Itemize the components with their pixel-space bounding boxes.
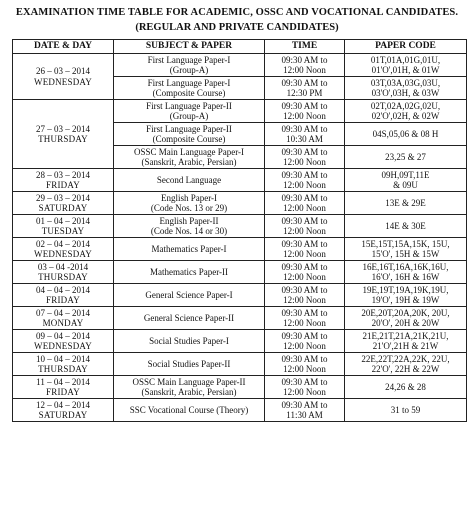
exam-date: 27 – 03 – 2014 <box>36 123 90 134</box>
time-line: 12:00 Noon <box>283 203 326 213</box>
subject-line: Social Studies Paper-I <box>149 335 229 346</box>
column-header-time: TIME <box>265 40 345 54</box>
date-day-cell <box>13 376 114 399</box>
paper-code-cell <box>345 123 467 146</box>
subject-line: First Language Paper-II <box>146 123 232 134</box>
code-line: 15'O', 15H & 15W <box>371 249 440 259</box>
subject-paper-cell <box>114 100 265 123</box>
paper-code-cell <box>345 77 467 100</box>
timetable-body <box>13 54 467 422</box>
subject-line: (Code Nos. 13 or 29) <box>150 203 228 213</box>
timetable <box>12 39 467 422</box>
time-cell <box>265 376 345 399</box>
time-cell <box>265 169 345 192</box>
time-cell <box>265 353 345 376</box>
code-line: 21E,21T,21A,21K,21U, <box>362 330 449 341</box>
subject-paper-cell <box>114 77 265 100</box>
time-line: 12:30 PM <box>286 88 323 98</box>
date-day-cell <box>13 169 114 192</box>
time-line: 09:30 AM to <box>281 307 328 318</box>
time-cell <box>265 146 345 169</box>
subject-line: English Paper-I <box>160 192 218 203</box>
exam-date: 09 – 04 – 2014 <box>36 330 90 341</box>
exam-day: FRIDAY <box>46 180 80 190</box>
subject-line: Second Language <box>156 174 222 185</box>
code-line: 14E & 30E <box>385 220 426 231</box>
subject-line: First Language Paper-I <box>147 54 231 65</box>
subject-line: (Composite Course) <box>152 88 226 98</box>
exam-date: 01 – 04 – 2014 <box>36 215 90 226</box>
time-line: 09:30 AM to <box>281 353 328 364</box>
subject-line: (Group-A) <box>169 65 209 75</box>
subject-paper-cell <box>114 215 265 238</box>
paper-code-cell <box>345 376 467 399</box>
header-row <box>13 40 467 54</box>
code-line: 20E,20T,20A,20K, 20U, <box>361 307 450 318</box>
time-line: 12:00 Noon <box>283 272 326 282</box>
time-line: 12:00 Noon <box>283 157 326 167</box>
document-title: EXAMINATION TIME TABLE FOR ACADEMIC, OSSC AND VOCATIONAL CANDIDATES. <box>15 7 459 18</box>
exam-day: MONDAY <box>42 318 84 328</box>
exam-day: FRIDAY <box>46 295 80 305</box>
table-row <box>13 353 467 376</box>
column-header-subject: SUBJECT & PAPER <box>114 40 265 54</box>
code-line: 19'O', 19H & 19W <box>371 295 440 305</box>
code-line: 23,25 & 27 <box>385 151 426 162</box>
table-row <box>13 100 467 123</box>
exam-date: 29 – 03 – 2014 <box>36 192 90 203</box>
code-line: 31 to 59 <box>390 404 421 415</box>
exam-day: TUESDAY <box>41 226 85 236</box>
subject-line: English Paper-II <box>159 215 219 226</box>
time-line: 12:00 Noon <box>283 249 326 259</box>
exam-date: 11 – 04 – 2014 <box>36 376 90 387</box>
table-row <box>13 54 467 77</box>
time-cell <box>265 261 345 284</box>
time-line: 12:00 Noon <box>283 387 326 397</box>
time-line: 09:30 AM to <box>281 100 328 111</box>
code-line: 13E & 29E <box>385 197 426 208</box>
code-line: 16E,16T,16A,16K,16U, <box>362 261 449 272</box>
time-line: 09:30 AM to <box>281 169 328 180</box>
time-cell <box>265 284 345 307</box>
subject-paper-cell <box>114 123 265 146</box>
time-line: 12:00 Noon <box>283 65 326 75</box>
exam-date: 26 – 03 – 2014 <box>36 66 90 76</box>
time-line: 12:00 Noon <box>283 341 326 351</box>
code-line: 03'O',03H, & 03W <box>371 88 440 98</box>
exam-day: THURSDAY <box>38 272 88 282</box>
paper-code-cell <box>345 307 467 330</box>
column-header-code: PAPER CODE <box>345 40 467 54</box>
paper-code-cell <box>345 330 467 353</box>
time-line: 12:00 Noon <box>283 364 326 374</box>
code-line: 22'O', 22H & 22W <box>371 364 440 374</box>
subject-paper-cell <box>114 261 265 284</box>
time-cell <box>265 100 345 123</box>
paper-code-cell <box>345 146 467 169</box>
table-row <box>13 192 467 215</box>
subject-line: (Composite Course) <box>152 134 226 144</box>
time-line: 09:30 AM to <box>281 146 328 157</box>
time-cell <box>265 77 345 100</box>
code-line: 02T,02A,02G,02U, <box>370 100 441 111</box>
code-line: 15E,15T,15A,15K, 15U, <box>361 238 450 249</box>
time-line: 09:30 AM to <box>281 399 328 410</box>
subject-paper-cell <box>114 192 265 215</box>
date-day-cell <box>13 261 114 284</box>
table-row <box>13 169 467 192</box>
paper-code-cell <box>345 284 467 307</box>
exam-date: 04 – 04 – 2014 <box>36 284 90 295</box>
exam-date: 12 – 04 – 2014 <box>36 399 90 410</box>
code-line: 01'O',01H, & 01W <box>371 65 440 75</box>
subject-paper-cell <box>114 284 265 307</box>
time-cell <box>265 399 345 422</box>
time-cell <box>265 192 345 215</box>
subject-paper-cell <box>114 307 265 330</box>
column-header-date: DATE & DAY <box>13 40 114 54</box>
paper-code-cell <box>345 54 467 77</box>
time-cell <box>265 123 345 146</box>
table-row <box>13 261 467 284</box>
code-line: 09H,09T,11E <box>381 169 430 180</box>
time-line: 12:00 Noon <box>283 318 326 328</box>
code-line: 24,26 & 28 <box>385 381 426 392</box>
subject-paper-cell <box>114 54 265 77</box>
subject-line: SSC Vocational Course (Theory) <box>129 404 249 415</box>
table-row <box>13 376 467 399</box>
date-day-cell <box>13 307 114 330</box>
paper-code-cell <box>345 100 467 123</box>
code-line: 04S,05,06 & 08 H <box>372 128 439 139</box>
date-day-cell <box>13 399 114 422</box>
code-line: 21'O',21H & 21W <box>372 341 439 351</box>
date-day-cell <box>13 330 114 353</box>
time-line: 09:30 AM to <box>281 192 328 203</box>
subject-line: OSSC Main Language Paper-I <box>133 146 245 157</box>
code-line: 16'O', 16H & 16W <box>371 272 440 282</box>
time-line: 12:00 Noon <box>283 295 326 305</box>
time-cell <box>265 307 345 330</box>
paper-code-cell <box>345 238 467 261</box>
time-line: 09:30 AM to <box>281 376 328 387</box>
date-day-cell <box>13 192 114 215</box>
subject-line: (Code Nos. 14 or 30) <box>150 226 228 236</box>
subject-line: General Science Paper-II <box>143 312 235 323</box>
exam-day: THURSDAY <box>38 364 88 374</box>
subject-line: (Sanskrit, Arabic, Persian) <box>141 387 237 397</box>
time-line: 09:30 AM to <box>281 284 328 295</box>
table-row <box>13 284 467 307</box>
date-day-cell <box>13 353 114 376</box>
time-cell <box>265 215 345 238</box>
subject-paper-cell <box>114 353 265 376</box>
table-row <box>13 399 467 422</box>
time-line: 09:30 AM to <box>281 77 328 88</box>
time-line: 11:30 AM <box>286 410 323 420</box>
exam-day: WEDNESDAY <box>34 76 92 87</box>
time-line: 12:00 Noon <box>283 226 326 236</box>
subject-line: (Group-A) <box>169 111 209 121</box>
paper-code-cell <box>345 169 467 192</box>
subject-line: Social Studies Paper-II <box>147 358 231 369</box>
subject-paper-cell <box>114 146 265 169</box>
subject-line: Mathematics Paper-I <box>151 243 227 254</box>
time-line: 09:30 AM to <box>281 123 328 134</box>
exam-date: 28 – 03 – 2014 <box>36 169 90 180</box>
paper-code-cell <box>345 215 467 238</box>
subject-line: Mathematics Paper-II <box>149 266 229 277</box>
code-line: 19E,19T,19A,19K,19U, <box>362 284 449 295</box>
exam-date: 03 – 04 -2014 <box>37 261 89 272</box>
exam-day: FRIDAY <box>46 387 80 397</box>
date-day-cell <box>13 215 114 238</box>
time-line: 09:30 AM to <box>281 261 328 272</box>
subject-line: OSSC Main Language Paper-II <box>132 376 246 387</box>
paper-code-cell <box>345 261 467 284</box>
time-cell <box>265 238 345 261</box>
subject-line: First Language Paper-II <box>146 100 232 111</box>
table-row <box>13 330 467 353</box>
table-row <box>13 307 467 330</box>
date-day-cell <box>13 284 114 307</box>
exam-day: WEDNESDAY <box>34 249 92 259</box>
time-line: 09:30 AM to <box>281 330 328 341</box>
subject-line: (Sanskrit, Arabic, Persian) <box>141 157 237 167</box>
exam-date: 07 – 04 – 2014 <box>36 307 90 318</box>
paper-code-cell <box>345 353 467 376</box>
time-cell <box>265 330 345 353</box>
subject-paper-cell <box>114 238 265 261</box>
date-day-cell <box>13 238 114 261</box>
time-line: 10:30 AM <box>286 134 323 144</box>
exam-day: SATURDAY <box>38 203 88 213</box>
exam-date: 10 – 04 – 2014 <box>36 353 90 364</box>
subject-paper-cell <box>114 399 265 422</box>
paper-code-cell <box>345 192 467 215</box>
subject-paper-cell <box>114 376 265 399</box>
table-row <box>13 215 467 238</box>
code-line: 01T,01A,01G,01U, <box>370 54 441 65</box>
code-line: & 09U <box>393 180 418 190</box>
exam-day: WEDNESDAY <box>34 341 92 351</box>
exam-day: SATURDAY <box>38 410 88 420</box>
time-cell <box>265 54 345 77</box>
exam-date: 02 – 04 – 2014 <box>36 238 90 249</box>
subject-line: First Language Paper-I <box>147 77 231 88</box>
subject-paper-cell <box>114 169 265 192</box>
code-line: 22E,22T,22A,22K, 22U, <box>361 353 450 364</box>
paper-code-cell <box>345 399 467 422</box>
subject-line: General Science Paper-I <box>145 289 233 300</box>
date-day-cell <box>13 54 114 100</box>
document-subtitle: (REGULAR AND PRIVATE CANDIDATES) <box>135 22 339 33</box>
code-line: 03T,03A,03G,03U, <box>370 77 441 88</box>
date-day-cell <box>13 100 114 169</box>
code-line: 20'O', 20H & 20W <box>371 318 440 328</box>
code-line: 02'O',02H, & 02W <box>371 111 440 121</box>
time-line: 12:00 Noon <box>283 180 326 190</box>
time-line: 09:30 AM to <box>281 238 328 249</box>
time-line: 09:30 AM to <box>281 54 328 65</box>
exam-day: THURSDAY <box>38 134 88 144</box>
time-line: 12:00 Noon <box>283 111 326 121</box>
subject-paper-cell <box>114 330 265 353</box>
table-row <box>13 238 467 261</box>
time-line: 09:30 AM to <box>281 215 328 226</box>
